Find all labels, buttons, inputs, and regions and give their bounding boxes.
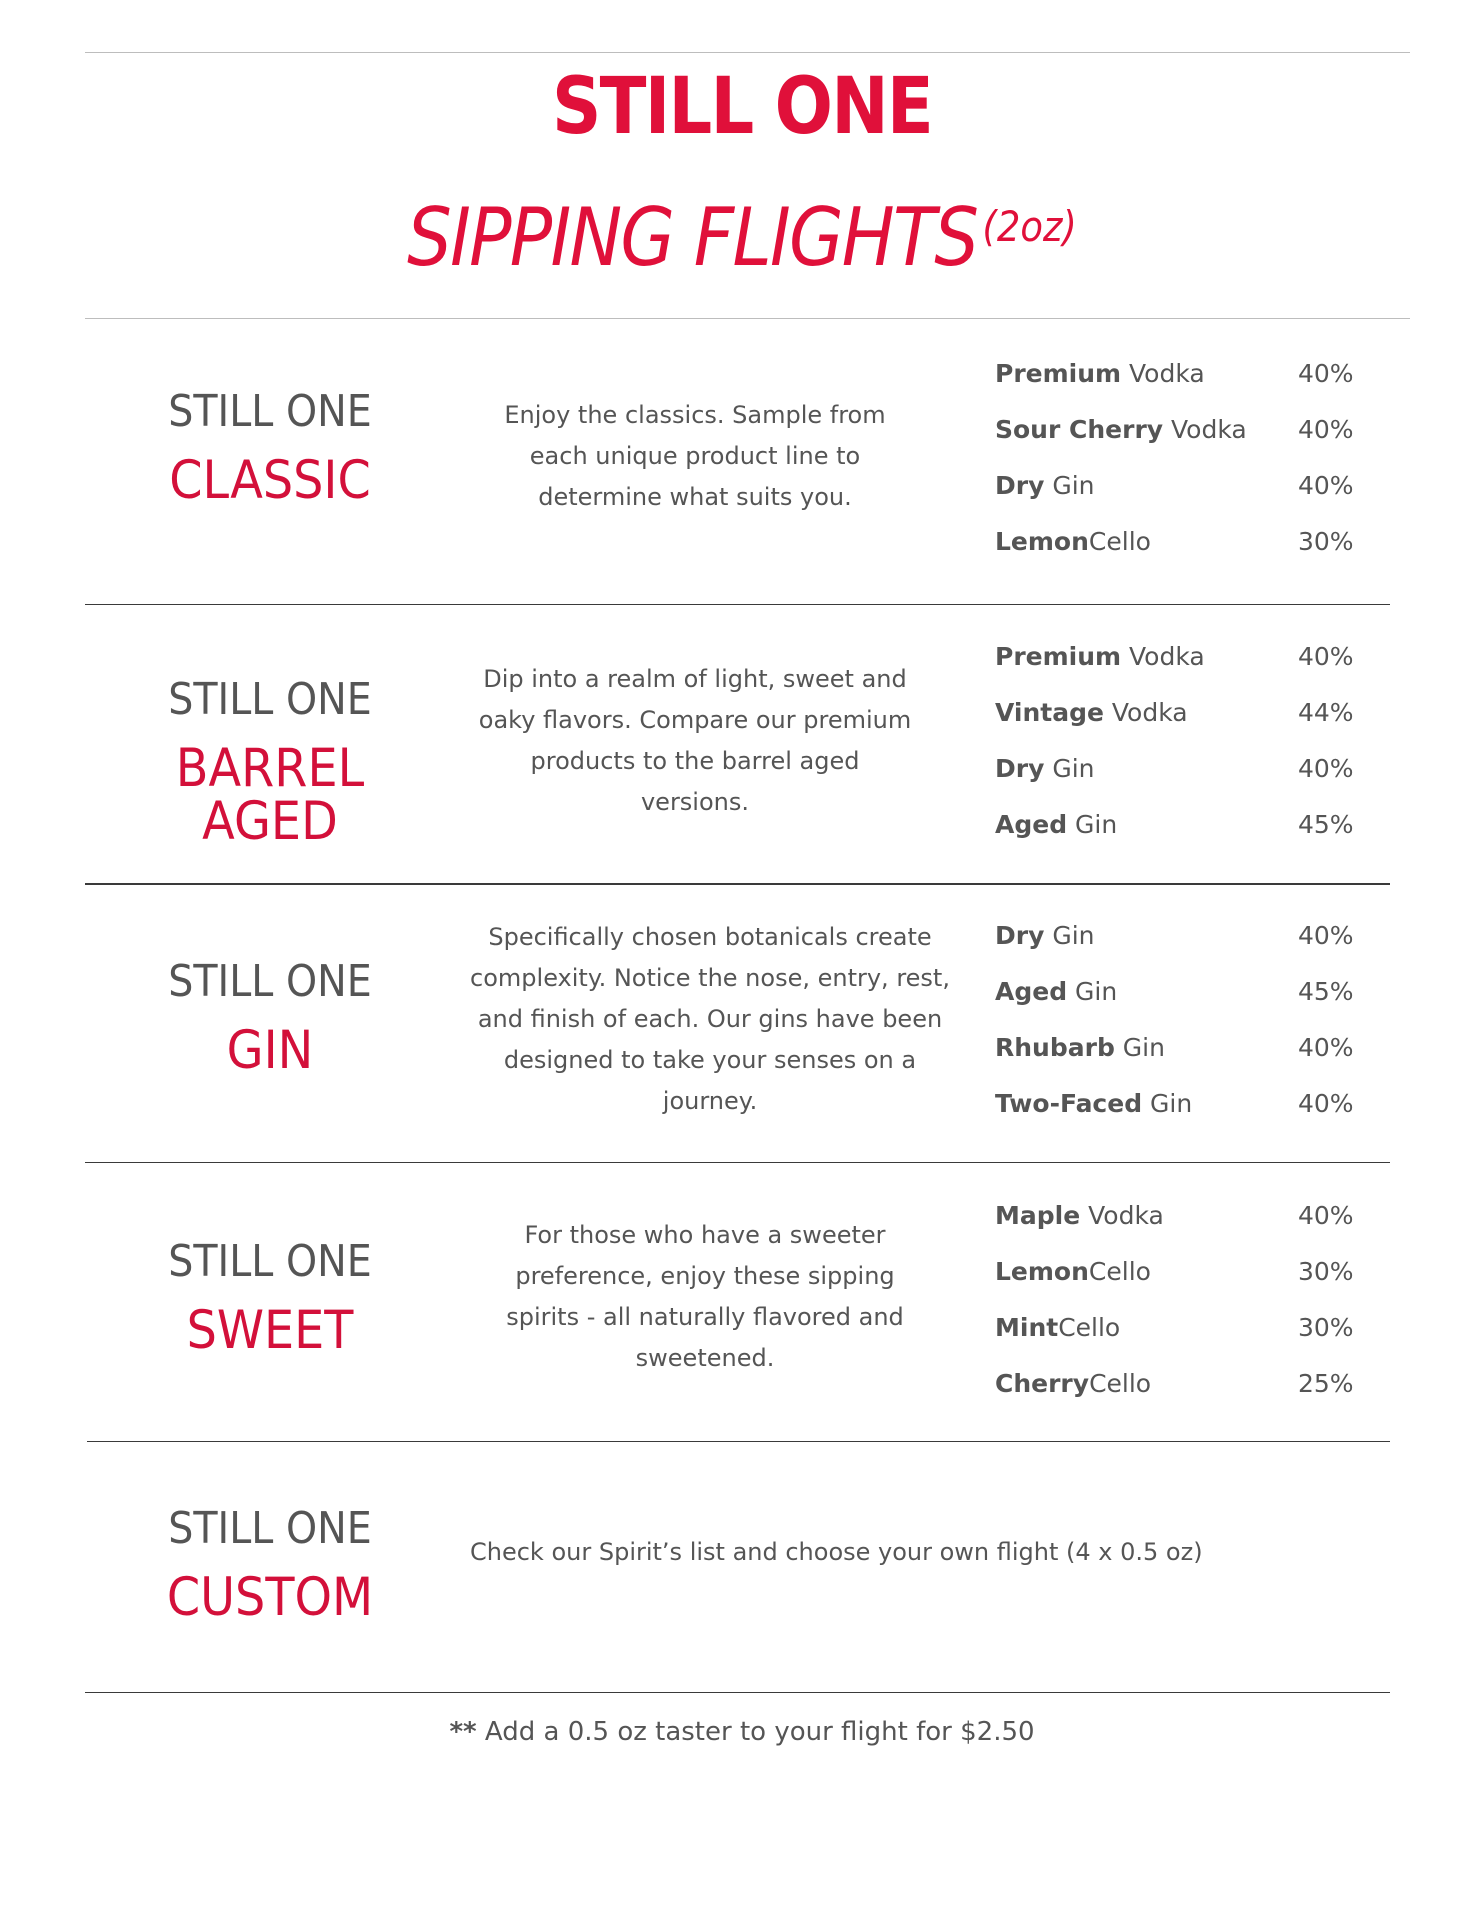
item-spirit: Gin <box>1044 921 1095 950</box>
flight-brand: STILL ONE <box>168 386 372 437</box>
item-style: Cherry <box>995 1369 1090 1398</box>
item-style: Sour Cherry <box>995 415 1164 444</box>
item-spirit: Gin <box>1044 754 1095 783</box>
item-abv: 40% <box>1298 921 1354 950</box>
item-style: Lemon <box>995 527 1089 556</box>
flight-item <box>995 359 1455 415</box>
footer-text: Add a 0.5 oz taster to your flight for $2.50 <box>476 1717 1035 1747</box>
item-abv: 30% <box>1298 527 1354 556</box>
item-spirit: Vodka <box>1080 1201 1164 1230</box>
flight-name-block <box>85 674 455 852</box>
section-divider <box>85 883 1390 885</box>
flight-item <box>995 471 1455 527</box>
flight-items <box>995 359 1455 583</box>
flight-name-block <box>85 1236 455 1361</box>
item-spirit: Vodka <box>1103 698 1188 727</box>
item-abv: 45% <box>1298 977 1354 1006</box>
item-abv: 30% <box>1298 1313 1354 1342</box>
flight-description: Check our Spirit’s list and choose your own flight (4 x 0.5 oz) <box>470 1538 1203 1566</box>
flight-description: Specifically chosen botanicals create complexity. Notice the nose, entry, rest, and finish of each. Our gins have been designed to take your senses on a journey. <box>470 923 950 1115</box>
item-style: Two-Faced <box>995 1089 1143 1118</box>
item-abv: 25% <box>1298 1369 1354 1398</box>
flight-section-classic <box>85 345 1385 595</box>
item-spirit: Gin <box>1067 977 1118 1006</box>
flight-section-sweet <box>85 1185 1385 1435</box>
flight-items <box>995 921 1455 1145</box>
flight-items <box>995 1201 1455 1425</box>
section-divider <box>87 1441 1390 1442</box>
item-style: Dry <box>995 921 1045 950</box>
flight-item <box>995 754 1455 810</box>
item-abv: 30% <box>1298 1257 1354 1286</box>
item-abv: 40% <box>1298 754 1354 783</box>
item-style: Aged <box>995 977 1068 1006</box>
section-divider <box>85 1692 1390 1693</box>
item-abv: 40% <box>1298 415 1354 444</box>
flight-name-block <box>85 956 455 1081</box>
flight-item <box>995 1257 1455 1313</box>
flight-name: BARREL AGED <box>175 738 365 852</box>
flight-name: CUSTOM <box>166 1567 374 1628</box>
footer-note <box>0 1717 1484 1747</box>
subtitle-note: (2oz) <box>982 202 1077 251</box>
item-abv: 40% <box>1298 1033 1354 1062</box>
item-abv: 44% <box>1298 698 1354 727</box>
item-abv: 40% <box>1298 642 1354 671</box>
flight-item <box>995 921 1455 977</box>
header-divider <box>85 318 1410 319</box>
page-title: STILL ONE <box>551 62 933 152</box>
flight-brand: STILL ONE <box>168 674 372 725</box>
subtitle-text: SIPPING FLIGHTS <box>407 191 978 284</box>
item-style: Lemon <box>995 1257 1089 1286</box>
item-spirit: Cello <box>1088 1257 1151 1286</box>
section-divider <box>85 1162 1390 1163</box>
section-divider <box>85 604 1390 605</box>
flight-item <box>995 977 1455 1033</box>
item-spirit: Cello <box>1089 1369 1152 1398</box>
footer-stars: ** <box>449 1717 477 1747</box>
flight-name-block <box>85 386 455 511</box>
flight-item <box>995 1369 1455 1425</box>
flight-item <box>995 415 1455 471</box>
flight-description: Enjoy the classics. Sample from each unique product line to determine what suits you. <box>504 401 886 511</box>
item-style: Premium <box>995 359 1122 388</box>
item-spirit: Cello <box>1088 527 1151 556</box>
flight-section-gin <box>85 905 1385 1155</box>
flight-item <box>995 810 1455 866</box>
flight-name: SWEET <box>186 1300 354 1361</box>
flight-section-custom <box>85 1462 1385 1682</box>
flight-item <box>995 1201 1455 1257</box>
item-spirit: Vodka <box>1121 642 1205 671</box>
item-spirit: Vodka <box>1121 359 1205 388</box>
item-style: Aged <box>995 810 1068 839</box>
item-style: Dry <box>995 471 1045 500</box>
item-spirit: Cello <box>1058 1313 1121 1342</box>
flight-item <box>995 527 1455 583</box>
item-style: Dry <box>995 754 1045 783</box>
item-style: Vintage <box>995 698 1104 727</box>
flight-name: GIN <box>226 1020 314 1081</box>
item-spirit: Gin <box>1044 471 1095 500</box>
item-spirit: Gin <box>1067 810 1118 839</box>
item-abv: 40% <box>1298 359 1354 388</box>
page-subtitle <box>89 191 1395 284</box>
item-style: Maple <box>995 1201 1081 1230</box>
item-abv: 40% <box>1298 471 1354 500</box>
item-spirit: Gin <box>1114 1033 1165 1062</box>
flight-brand: STILL ONE <box>168 956 372 1007</box>
item-abv: 40% <box>1298 1089 1354 1118</box>
flight-name-block <box>85 1503 455 1628</box>
flight-description: Dip into a realm of light, sweet and oaky flavors. Compare our premium products to the barrel aged versions. <box>478 665 912 816</box>
item-style: Rhubarb <box>995 1033 1115 1062</box>
item-spirit: Vodka <box>1163 415 1247 444</box>
flight-description: For those who have a sweeter preference, enjoy these sipping spirits - all naturally flavored and sweetened. <box>506 1221 904 1372</box>
item-abv: 45% <box>1298 810 1354 839</box>
item-style: Premium <box>995 642 1122 671</box>
flight-items <box>995 642 1455 866</box>
item-style: Mint <box>995 1313 1059 1342</box>
item-spirit: Gin <box>1142 1089 1193 1118</box>
flight-item <box>995 642 1455 698</box>
flight-item <box>995 698 1455 754</box>
flight-name: CLASSIC <box>169 450 371 511</box>
flight-item <box>995 1313 1455 1369</box>
item-abv: 40% <box>1298 1201 1354 1230</box>
flight-section-barrel-aged <box>85 626 1385 876</box>
top-divider <box>85 52 1410 53</box>
flight-brand: STILL ONE <box>168 1236 372 1287</box>
flight-item <box>995 1033 1455 1089</box>
flight-brand: STILL ONE <box>168 1503 372 1554</box>
flight-item <box>995 1089 1455 1145</box>
